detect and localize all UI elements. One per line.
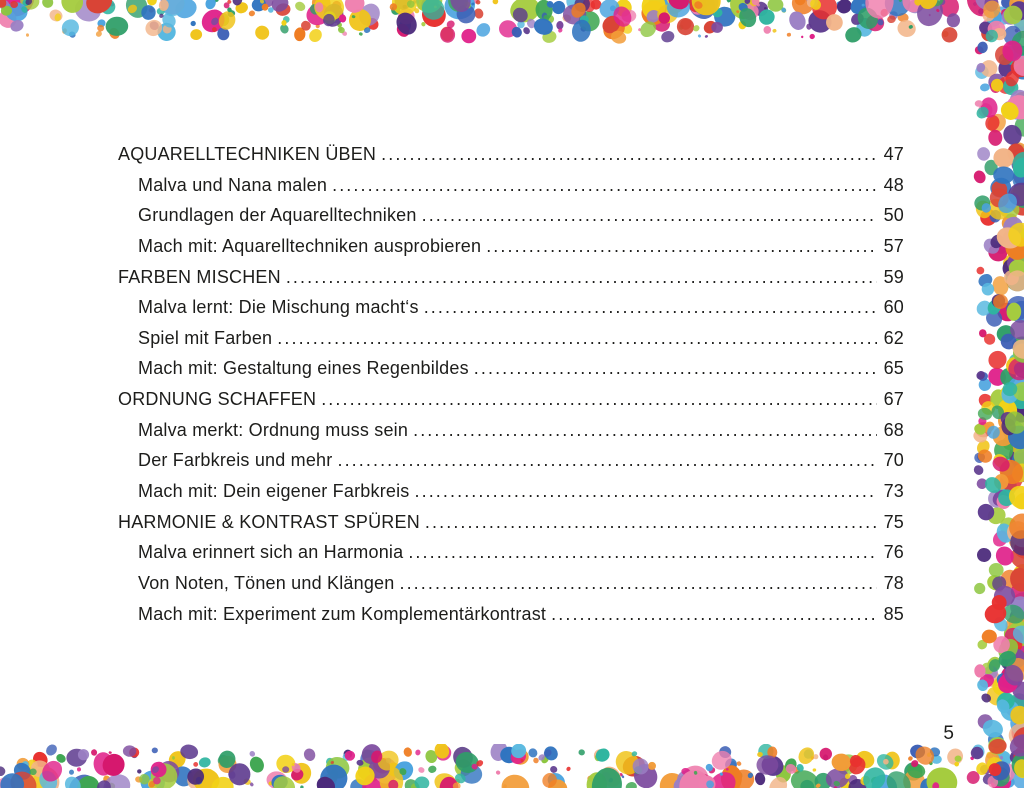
watercolor-dot <box>198 756 212 768</box>
watercolor-dot <box>147 0 157 6</box>
toc-entry <box>118 292 904 323</box>
toc-leader-dots <box>381 139 876 170</box>
watercolor-dot <box>704 34 708 38</box>
watercolor-dot <box>29 769 36 776</box>
toc-entry-label: AQUARELLTECHNIKEN ÜBEN <box>118 144 377 164</box>
toc-entry <box>118 476 904 507</box>
table-of-contents <box>118 139 904 629</box>
watercolor-dot <box>762 25 772 35</box>
toc-entry-label: Grundlagen der Aquarelltechniken <box>138 205 417 226</box>
toc-entry-page: 68 <box>883 419 904 440</box>
watercolor-dot <box>189 20 196 27</box>
toc-entry-label: Malva merkt: Ordnung muss sein <box>138 419 409 440</box>
toc-entry-page: 50 <box>883 205 904 226</box>
toc-entry <box>118 323 904 354</box>
watercolor-dot <box>499 772 532 788</box>
toc-entry-label: Von Noten, Tönen und Klängen <box>138 572 395 593</box>
watercolor-dot <box>818 746 834 762</box>
toc-leader-dots <box>277 323 876 354</box>
watercolor-dot <box>40 0 55 10</box>
watercolor-dot <box>980 83 991 92</box>
watercolor-dot <box>427 765 437 774</box>
toc-entry-page: 65 <box>883 358 904 379</box>
toc-leader-dots <box>399 568 876 599</box>
watercolor-dot <box>976 266 985 275</box>
toc-entry-label: Malva und Nana malen <box>138 174 328 195</box>
watercolor-dot <box>293 0 306 13</box>
watercolor-dot <box>974 664 985 677</box>
toc-entry <box>118 599 904 630</box>
toc-entry-label: Mach mit: Gestaltung eines Regenbildes <box>138 358 469 379</box>
toc-entry-label: Mach mit: Aquarelltechniken ausprobieren <box>138 235 482 256</box>
toc-entry-label: Malva erinnert sich an Harmonia <box>138 542 404 563</box>
toc-entry-page: 60 <box>883 297 904 318</box>
watercolor-dot <box>248 10 256 17</box>
watercolor-dot <box>252 23 272 43</box>
watercolor-border-bottom <box>0 744 1024 788</box>
toc-entry-page: 62 <box>883 327 904 348</box>
watercolor-dot <box>895 18 917 39</box>
toc-entry <box>118 507 904 538</box>
watercolor-border-top <box>0 0 1024 46</box>
toc-entry-label: Mach mit: Experiment zum Komplementärkontrast <box>138 603 547 624</box>
toc-entry-label: ORDNUNG SCHAFFEN <box>118 389 317 410</box>
watercolor-dot <box>813 768 817 771</box>
watercolor-dot <box>249 750 257 758</box>
toc-entry-page: 48 <box>883 174 904 195</box>
watercolor-dot <box>69 769 74 775</box>
page-number: 5 <box>943 723 954 744</box>
watercolor-dot <box>578 749 585 756</box>
watercolor-dot <box>972 463 985 477</box>
toc-entry <box>118 231 904 262</box>
watercolor-dot <box>940 26 958 44</box>
toc-leader-dots <box>474 353 877 384</box>
toc-entry-label: FARBEN MISCHEN <box>118 266 281 287</box>
watercolor-dot <box>461 29 476 44</box>
watercolor-dot <box>593 746 612 765</box>
toc-entry-label: Spiel mit Farben <box>138 327 273 348</box>
watercolor-dot <box>772 28 777 33</box>
toc-leader-dots <box>424 292 877 323</box>
watercolor-dot <box>549 765 558 774</box>
watercolor-dot <box>302 747 317 762</box>
watercolor-dot <box>474 20 493 39</box>
watercolor-dot <box>204 0 217 11</box>
toc-entry-label: Mach mit: Dein eigener Farbkreis <box>138 481 410 502</box>
watercolor-dot <box>152 747 158 753</box>
watercolor-dot <box>492 0 498 5</box>
watercolor-dot <box>924 764 961 788</box>
toc-leader-dots <box>425 507 877 538</box>
toc-entry-page: 57 <box>883 235 904 256</box>
toc-entry-page: 75 <box>883 511 904 532</box>
toc-entry-label: Der Farbkreis und mehr <box>138 450 333 471</box>
toc-leader-dots <box>486 231 876 262</box>
toc-leader-dots <box>321 384 876 415</box>
watercolor-dot <box>787 33 792 37</box>
watercolor-dot <box>697 34 701 38</box>
toc-entry <box>118 415 904 446</box>
watercolor-dot <box>495 770 501 775</box>
watercolor-dot <box>976 146 991 162</box>
toc-entry <box>118 537 904 568</box>
watercolor-dot <box>415 749 421 756</box>
toc-entry-label: HARMONIE & KONTRAST SPÜREN <box>118 511 420 532</box>
watercolor-dot <box>105 16 129 36</box>
watercolor-dot <box>59 16 82 39</box>
watercolor-dot <box>417 766 425 774</box>
toc-entry-page: 76 <box>883 542 904 563</box>
toc-entry <box>118 353 904 384</box>
watercolor-dot <box>247 754 266 774</box>
watercolor-dot <box>403 746 413 757</box>
toc-leader-dots <box>415 476 877 507</box>
toc-entry-page: 59 <box>883 266 904 287</box>
toc-entry-page: 67 <box>883 389 904 410</box>
watercolor-border-right <box>966 0 1024 788</box>
watercolor-dot <box>282 766 289 772</box>
watercolor-dot <box>136 768 142 774</box>
watercolor-dot <box>108 751 112 754</box>
watercolor-dot <box>801 35 804 38</box>
toc-entry <box>118 200 904 231</box>
watercolor-dot <box>809 34 815 40</box>
watercolor-dot <box>193 761 199 767</box>
watercolor-dot <box>972 581 988 597</box>
watercolor-dot <box>565 766 571 772</box>
toc-entry <box>118 170 904 201</box>
toc-leader-dots <box>422 200 877 231</box>
watercolor-dot <box>795 744 817 767</box>
toc-leader-dots <box>337 445 876 476</box>
watercolor-dot <box>91 749 98 756</box>
toc-entry <box>118 139 904 170</box>
watercolor-dot <box>26 33 29 37</box>
toc-entry <box>118 262 904 293</box>
toc-entry-page: 47 <box>883 144 904 164</box>
toc-entry <box>118 445 904 476</box>
toc-entry <box>118 568 904 599</box>
toc-leader-dots <box>286 262 877 293</box>
watercolor-dot <box>358 32 363 36</box>
watercolor-dot <box>988 129 1003 146</box>
watercolor-dot <box>414 776 430 788</box>
toc-entry-page: 70 <box>883 450 904 471</box>
toc-leader-dots <box>408 537 876 568</box>
toc-leader-dots <box>551 599 876 630</box>
toc-entry-page: 85 <box>883 603 904 624</box>
watercolor-dot <box>281 20 286 26</box>
watercolor-dot <box>190 29 203 41</box>
toc-entry-page: 73 <box>883 481 904 502</box>
toc-leader-dots <box>413 415 876 446</box>
watercolor-dot <box>229 763 251 785</box>
toc-leader-dots <box>332 170 876 201</box>
toc-entry-label: Malva lernt: Die Mischung macht‘s <box>138 297 419 318</box>
watercolor-dot <box>989 563 1004 577</box>
watercolor-dot <box>77 767 82 772</box>
toc-entry <box>118 384 904 415</box>
watercolor-dot <box>976 547 992 562</box>
toc-entry-page: 78 <box>883 572 904 593</box>
